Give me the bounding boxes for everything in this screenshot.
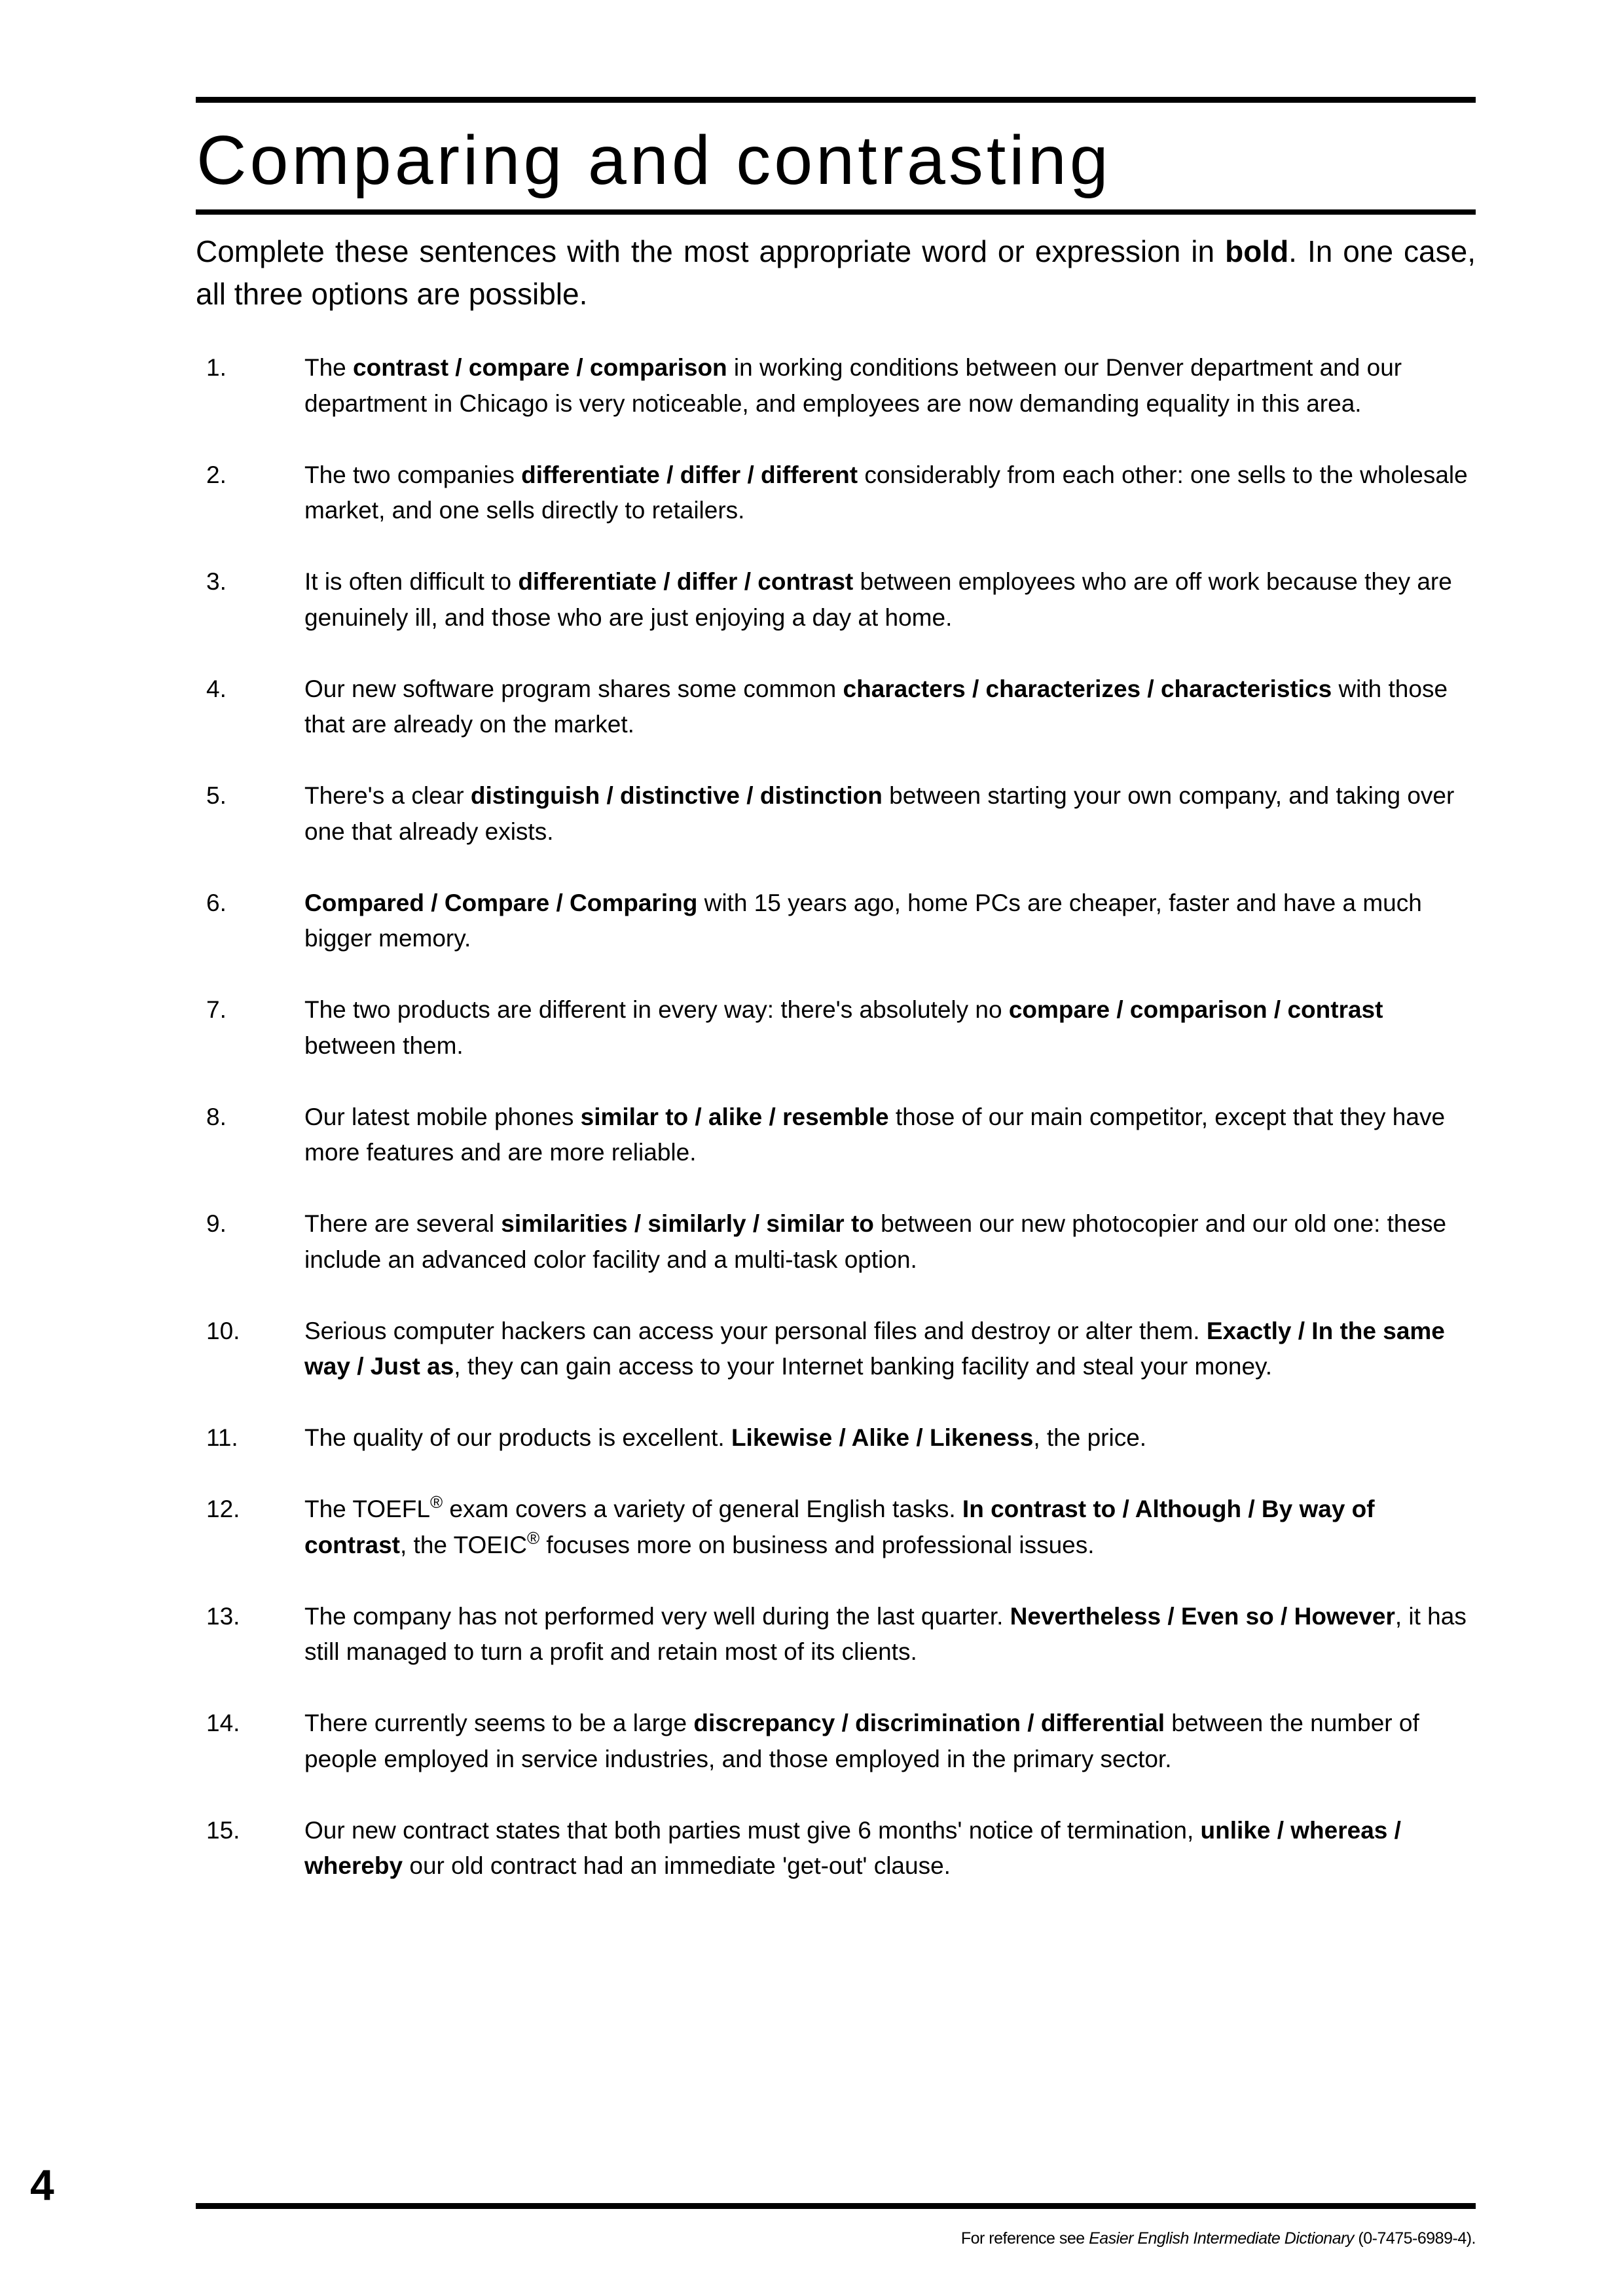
- sentence-text: between employees who are off work because they are genuinely ill, and those who are just enjoying a day at home.: [304, 568, 1452, 631]
- sentence-text: Our latest mobile phones: [304, 1103, 581, 1130]
- item-number: 12.: [206, 1496, 240, 1522]
- item-number: 10.: [206, 1317, 240, 1344]
- registered-mark: ®: [429, 1492, 443, 1512]
- answer-options: Likewise / Alike / Likeness: [731, 1424, 1034, 1451]
- sentence-text: , they can gain access to your Internet banking facility and steal your money.: [454, 1353, 1273, 1380]
- answer-options: distinguish / distinctive / distinction: [470, 782, 883, 809]
- item-number: 7.: [206, 996, 227, 1023]
- exercise-item: [196, 457, 1476, 529]
- item-number: 3.: [206, 568, 227, 595]
- sentence-text: , it has still managed to turn a profit and retain most of its clients.: [304, 1602, 1467, 1665]
- item-number: 11.: [206, 1424, 238, 1451]
- exercise-item: [196, 1100, 1476, 1171]
- sentence-text: with 15 years ago, home PCs are cheaper, faster and have a much bigger memory.: [304, 889, 1422, 952]
- sentence-text: Our new contract states that both parties must give 6 months' notice of termination,: [304, 1816, 1201, 1844]
- exercise-item: [196, 886, 1476, 957]
- sentence-text: There currently seems to be a large: [304, 1710, 694, 1736]
- item-text: [304, 1492, 1476, 1563]
- footer-book-title: Easier English Intermediate Dictionary: [1089, 2229, 1354, 2248]
- item-text: [304, 672, 1476, 743]
- instructions-text-end: . In one case, all three options are possible.: [196, 234, 1476, 311]
- sentence-text: The quality of our products is excellent.: [304, 1424, 731, 1451]
- exercise-item: [196, 1206, 1476, 1278]
- sentence-text: between them.: [304, 1031, 464, 1059]
- bottom-rule: [196, 2203, 1476, 2209]
- item-text: [304, 350, 1476, 422]
- page-number: 4: [30, 2161, 54, 2209]
- answer-options: Exactly / In the same way / Just as: [304, 1317, 1445, 1380]
- sentence-text: There's a clear: [304, 782, 471, 809]
- sentence-text: our old contract had an immediate 'get-out' clause.: [403, 1852, 951, 1879]
- exercise-list: [196, 350, 1476, 1920]
- sentence-text: between the number of people employed in service industries, and those employed in the primary sector.: [304, 1710, 1419, 1772]
- item-number: 2.: [206, 461, 227, 488]
- sentence-text: The TOEFL: [304, 1496, 430, 1522]
- answer-options: similar to / alike / resemble: [580, 1103, 889, 1130]
- sentence-text: Serious computer hackers can access your personal files and destroy or alter them.: [304, 1317, 1207, 1344]
- item-text: [304, 886, 1476, 957]
- exercise-item: [196, 778, 1476, 850]
- sentence-text: between starting your own company, and taking over one that already exists.: [304, 782, 1455, 845]
- item-text: [304, 1599, 1476, 1670]
- exercise-item: [196, 1314, 1476, 1385]
- exercise-item: [196, 1492, 1476, 1563]
- instructions-text: Complete these sentences with the most appropriate word or expression in: [196, 234, 1226, 268]
- sentence-text: The two products are different in every way: there's absolutely no: [304, 996, 1009, 1023]
- item-number: 6.: [206, 889, 227, 916]
- item-text: [304, 778, 1476, 850]
- title-rule: [196, 209, 1476, 215]
- answer-options: differentiate / differ / contrast: [518, 568, 854, 595]
- answer-options: Nevertheless / Even so / However: [1010, 1602, 1395, 1630]
- item-number: 4.: [206, 675, 227, 702]
- sentence-text: in working conditions between our Denver department and our department in Chicago is very noticeable, and employees are now demanding equality in this area.: [304, 354, 1402, 417]
- item-text: [304, 564, 1476, 636]
- answer-options: characters / characterizes / characteristics: [843, 675, 1332, 702]
- sentence-text: The two companies: [304, 461, 522, 488]
- exercise-item: [196, 1813, 1476, 1884]
- answer-options: compare / comparison / contrast: [1008, 996, 1383, 1023]
- item-text: [304, 1206, 1476, 1278]
- sentence-text: , the TOEIC: [399, 1531, 527, 1558]
- sentence-text: , the price.: [1033, 1424, 1147, 1451]
- item-number: 5.: [206, 782, 227, 809]
- item-number: 15.: [206, 1816, 240, 1844]
- answer-options: discrepancy / discrimination / differential: [693, 1710, 1165, 1736]
- footer-text: For reference see: [960, 2229, 1089, 2248]
- answer-options: Compared / Compare / Comparing: [304, 889, 698, 916]
- sentence-text: exam covers a variety of general English tasks.: [443, 1496, 962, 1522]
- item-number: 1.: [206, 354, 227, 381]
- item-text: [304, 1314, 1476, 1385]
- item-text: [304, 992, 1476, 1064]
- top-rule: [196, 97, 1476, 103]
- sentence-text: Our new software program shares some common: [304, 675, 843, 702]
- item-text: [304, 1706, 1476, 1777]
- exercise-item: [196, 1599, 1476, 1670]
- answer-options: differentiate / differ / different: [521, 461, 858, 488]
- item-number: 14.: [206, 1710, 240, 1736]
- sentence-text: There are several: [304, 1210, 501, 1237]
- item-number: 8.: [206, 1103, 227, 1130]
- sentence-text: those of our main competitor, except that they have more features and are more reliable.: [304, 1103, 1446, 1166]
- instructions: [196, 230, 1476, 315]
- sentence-text: The: [304, 354, 354, 381]
- sentence-text: It is often difficult to: [304, 568, 519, 595]
- item-number: 9.: [206, 1210, 227, 1237]
- item-number: 13.: [206, 1602, 240, 1630]
- exercise-item: [196, 1706, 1476, 1777]
- exercise-item: [196, 350, 1476, 422]
- sentence-text: focuses more on business and professional issues.: [539, 1531, 1095, 1558]
- answer-options: unlike / whereas / whereby: [304, 1816, 1401, 1879]
- answer-options: similarities / similarly / similar to: [501, 1210, 874, 1237]
- sentence-text: The company has not performed very well during the last quarter.: [304, 1602, 1010, 1630]
- item-text: [304, 1420, 1476, 1456]
- sentence-text: considerably from each other: one sells to the wholesale market, and one sells directly to retailers.: [304, 461, 1468, 524]
- registered-mark: ®: [526, 1528, 540, 1548]
- instructions-bold: bold: [1225, 234, 1289, 268]
- exercise-item: [196, 564, 1476, 636]
- item-text: [304, 1813, 1476, 1884]
- answer-options: In contrast to / Although / By way of contrast: [304, 1496, 1375, 1558]
- item-text: [304, 457, 1476, 529]
- sentence-text: with those that are already on the market.: [304, 675, 1448, 738]
- footer-isbn: (0-7475-6989-4).: [1353, 2229, 1476, 2248]
- exercise-item: [196, 1420, 1476, 1456]
- footer-reference: [961, 2229, 1476, 2248]
- sentence-text: between our new photocopier and our old one: these include an advanced color facility and a multi-task option.: [304, 1210, 1447, 1273]
- exercise-item: [196, 992, 1476, 1064]
- item-text: [304, 1100, 1476, 1171]
- answer-options: contrast / compare / comparison: [353, 354, 727, 381]
- exercise-item: [196, 672, 1476, 743]
- page-title: Comparing and contrasting: [196, 122, 1112, 199]
